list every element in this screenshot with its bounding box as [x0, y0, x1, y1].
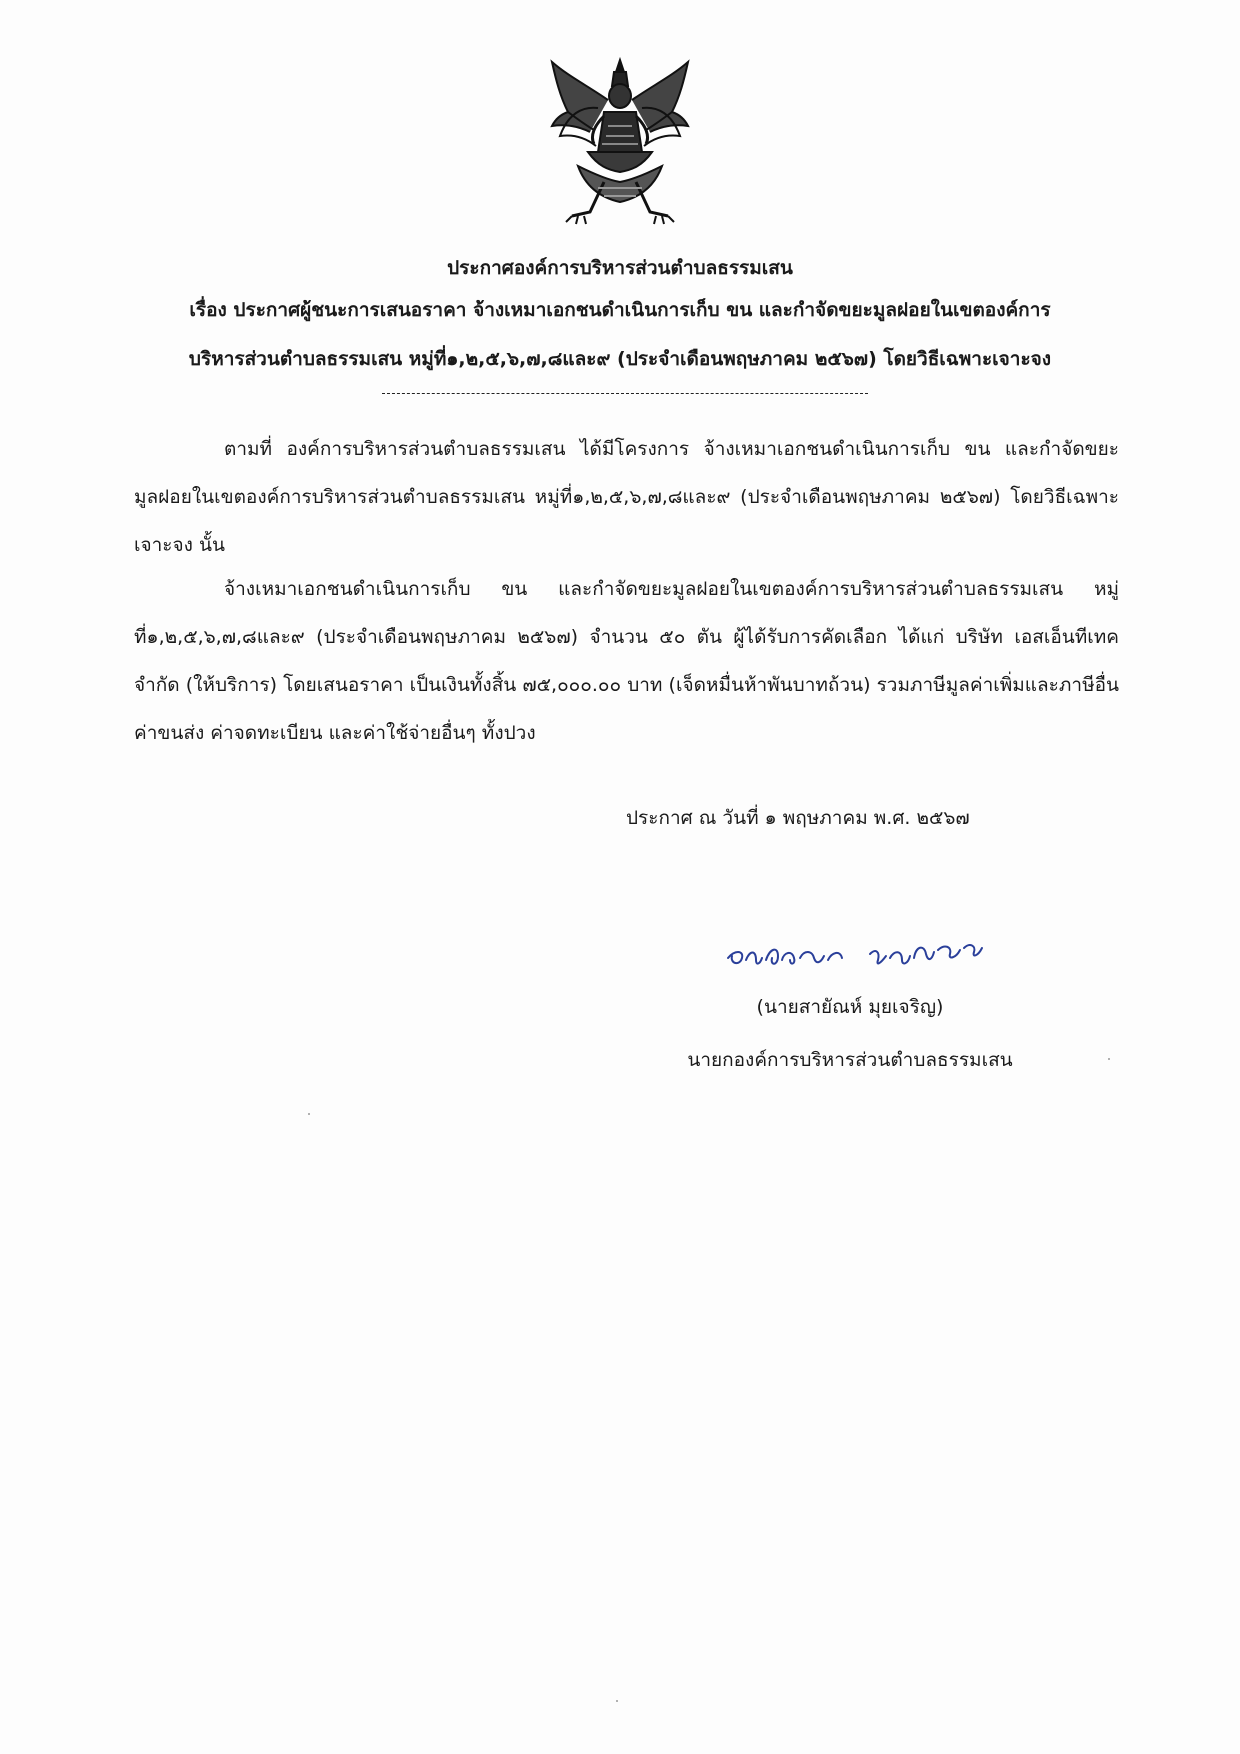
handwritten-signature — [720, 920, 1020, 980]
document-subject-line2: บริหารส่วนตำบลธรรมเสน หมู่ที่๑,๒,๕,๖,๗,๘และ๙ (ประจำเดือนพฤษภาคม ๒๕๖๗) โดยวิธีเฉพาะเจาะจง — [188, 348, 1052, 370]
document-subject-line1: เรื่อง ประกาศผู้ชนะการเสนอราคา จ้างเหมาเอกชนดำเนินการเก็บ ขน และกำจัดขยะมูลฝอยในเขตองค์การ — [189, 299, 1051, 321]
scan-speck — [616, 1700, 618, 1702]
body-paragraph-1: ตามที่ องค์การบริหารส่วนตำบลธรรมเสน ได้มีโครงการ จ้างเหมาเอกชนดำเนินการเก็บ ขน และกำจัดขยะมูลฝอยในเขตองค์การบริหารส่วนตำบลธรรมเสน หมู่ที่๑,๒,๕,๖,๗,๘และ๙ (ประจำเดือนพฤษภาคม ๒๕๖๗) โดยวิธีเฉพาะเจาะจง นั้น — [134, 438, 1119, 556]
signatory-name: (นายสายัณห์ มุยเจริญ) — [756, 996, 944, 1018]
announcement-date: ประกาศ ณ วันที่ ๑ พฤษภาคม พ.ศ. ๒๕๖๗ — [626, 807, 970, 829]
signatory-title: นายกองค์การบริหารส่วนตำบลธรรมเสน — [687, 1049, 1013, 1071]
separator-rule — [382, 393, 868, 394]
document-title: ประกาศองค์การบริหารส่วนตำบลธรรมเสน — [447, 257, 793, 279]
garuda-emblem-icon — [538, 56, 702, 226]
scan-speck — [308, 1113, 310, 1115]
body-paragraph-2: จ้างเหมาเอกชนดำเนินการเก็บ ขน และกำจัดขยะมูลฝอยในเขตองค์การบริหารส่วนตำบลธรรมเสน หมู่ที่๑,๒,๕,๖,๗,๘และ๙ (ประจำเดือนพฤษภาคม ๒๕๖๗) จำนวน ๕๐ ตัน ผู้ได้รับการคัดเลือก ได้แก่ บริษัท เอสเอ็นทีเทค จำกัด (ให้บริการ) โดยเสนอราคา เป็นเงินทั้งสิ้น ๗๕,๐๐๐.๐๐ บาท (เจ็ดหมื่นห้าพันบาทถ้วน) รวมภาษีมูลค่าเพิ่มและภาษีอื่น ค่าขนส่ง ค่าจดทะเบียน และค่าใช้จ่ายอื่นๆ ทั้งปวง — [134, 578, 1119, 744]
scan-speck — [1108, 1058, 1110, 1060]
